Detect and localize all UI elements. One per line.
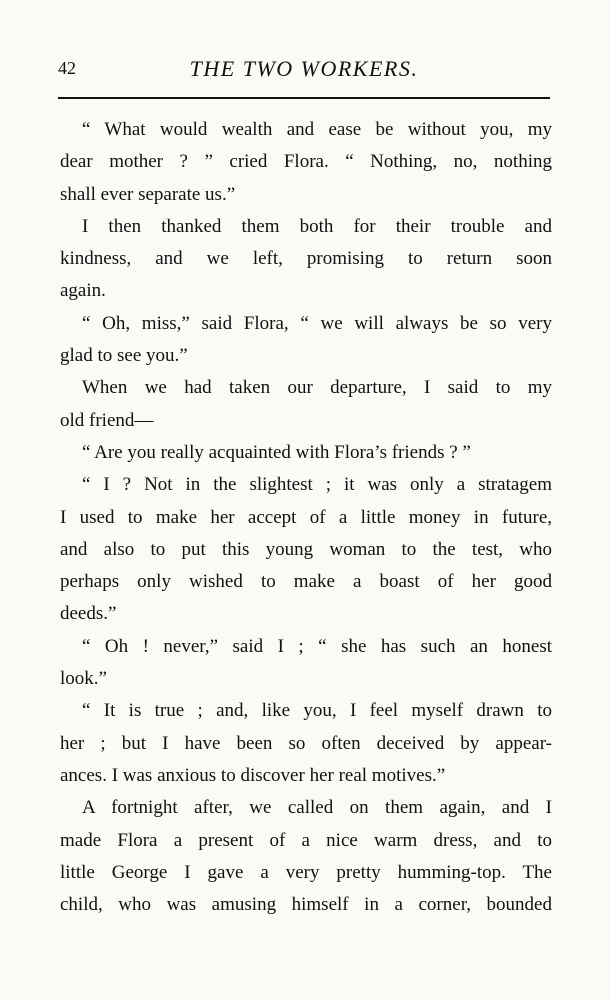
text-line: look.”	[60, 668, 107, 690]
text-line: kindness, and we left, promising to return soon	[60, 248, 552, 270]
text-line: old friend—	[60, 409, 154, 431]
text-line: A fortnight after, we called on them again, and I	[82, 797, 552, 819]
text-line: “ Oh, miss,” said Flora, “ we will always be so very	[82, 312, 552, 334]
text-line: her ; but I have been so often deceived by appear-	[60, 732, 552, 754]
running-title: THE TWO WORKERS.	[189, 56, 419, 81]
header-rule	[58, 97, 550, 99]
text-line: again.	[60, 280, 106, 302]
text-line: ances. I was anxious to discover her real motives.”	[60, 764, 446, 786]
text-line: “ Oh ! never,” said I ; “ she has such an honest	[82, 635, 552, 657]
text-line: child, who was amusing himself in a corner, bounded	[60, 894, 552, 916]
text-line: little George I gave a very pretty humming-top. The	[60, 861, 552, 883]
body-text	[60, 114, 552, 921]
text-line: When we had taken our departure, I said to my	[82, 377, 552, 399]
text-line: I used to make her accept of a little money in future,	[60, 506, 552, 528]
page-header	[58, 54, 550, 90]
text-line: shall ever separate us.”	[60, 183, 236, 205]
text-line: made Flora a present of a nice warm dress, and to	[60, 829, 552, 851]
text-line: “ I ? Not in the slightest ; it was only a stratagem	[82, 474, 552, 496]
text-line: “ What would wealth and ease be without you, my	[82, 119, 552, 140]
page-number: 42	[58, 58, 76, 78]
text-line: I then thanked them both for their trouble and	[82, 215, 552, 237]
text-line: “ It is true ; and, like you, I feel myself drawn to	[82, 700, 552, 722]
text-line: glad to see you.”	[60, 345, 188, 367]
text-line: deeds.”	[60, 603, 117, 625]
text-line: perhaps only wished to make a boast of her good	[60, 571, 552, 593]
text-line: dear mother ? ” cried Flora. “ Nothing, no, nothing	[60, 151, 552, 173]
text-line: and also to put this young woman to the test, who	[60, 538, 552, 560]
text-line: “ Are you really acquainted with Flora’s friends ? ”	[82, 441, 471, 463]
